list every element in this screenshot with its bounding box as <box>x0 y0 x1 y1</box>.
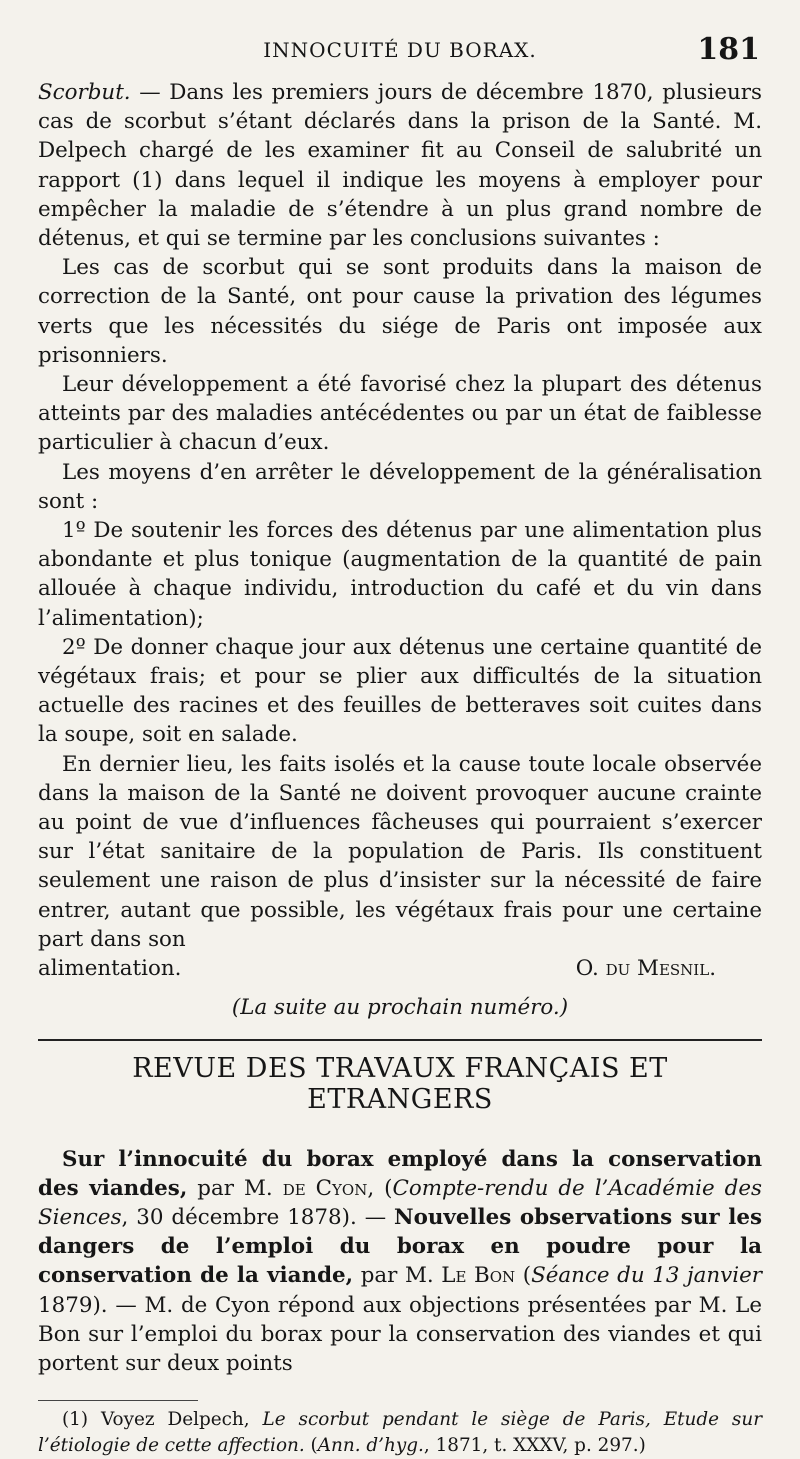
section-title: REVUE DES TRAVAUX FRANÇAIS ET ETRANGERS <box>132 1052 668 1115</box>
document-page <box>38 30 762 1459</box>
author-signature: O. du Mesnil. <box>575 956 716 982</box>
footnote: (1) Voyez Delpech, Le scorbut pendant le siège de Paris, Etude sur l’étiologie de cette affection. (Ann. d’hyg., 1871, t. XXXV, p. 297.) <box>38 1409 762 1457</box>
running-header <box>38 30 762 78</box>
signature-line <box>38 954 762 983</box>
author-name: de Cyon <box>282 1175 368 1201</box>
review-paragraph: Sur l’innocuité du borax employé dans la conservation des viandes, par M. de Cyon, (Compte-rendu de l’Académie des Siences, 30 décembre 1878). — Nouvelles observations sur les dangers de l’emploi du borax en poudre pour la conservation de la viande, par M. Le Bon (Séance du 13 janvier 1879). — M. de Cyon répond aux objections présentées par M. Le Bon sur l’emploi du borax pour la conservation des viandes et qui portent sur deux points <box>38 1146 762 1376</box>
conclusion-paragraph-1: Les cas de scorbut qui se sont produits dans la maison de correction de la Santé, ont pour cause la privation des légumes verts que les nécessités du siége de Paris ont imposée aux prisonniers. <box>38 255 762 368</box>
citation: Compte-rendu de l’Académie des Siences <box>38 1175 762 1230</box>
conclusion-paragraph-2: Leur développement a été favorisé chez la plupart des détenus atteints par des maladies antécédentes ou par un état de faiblesse particulier à chacun d’eux. <box>38 372 762 456</box>
section-label: Scorbut. <box>38 80 131 105</box>
footnote-divider <box>38 1400 198 1401</box>
paragraph-scorbut <box>38 78 762 253</box>
author-name: Le Bon <box>441 1263 516 1289</box>
running-title: INNOCUITÉ DU BORAX. <box>263 38 537 62</box>
citation: Séance du 13 janvier <box>531 1263 762 1289</box>
paragraph-text: — Dans les premiers jours de décembre 1870, plusieurs cas de scorbut s’étant déclarés dans la prison de la Santé. M. Delpech chargé de les examiner fit au Conseil de salubrité un rapport (1) dans lequel il indique les moyens à employer pour empêcher la maladie de s’étendre à un plus grand nombre de détenus, et qui se termine par les conclusions suivantes : <box>38 80 762 252</box>
conclusion-paragraph-3: Les moyens d’en arrêter le développement de la généralisation sont : <box>38 459 762 514</box>
continuation-note: (La suite au prochain numéro.) <box>231 995 569 1021</box>
conclusion-item-2: 2º De donner chaque jour aux détenus une certaine quantité de végétaux frais; et pour se plier aux difficultés de la situation actuelle des racines et des feuilles de betteraves soit cuites dans la soupe, soit en salade. <box>38 634 762 748</box>
final-word: alimentation. <box>38 956 182 982</box>
conclusion-paragraph-final: En dernier lieu, les faits isolés et la cause toute locale observée dans la maison de la Santé ne doivent provoquer aucune crainte au point de vue d’influences fâcheuses qui pourraient s’exercer sur l’état sanitaire de la population de Paris. Ils constituent seulement une raison de plus d’insister sur la nécessité de faire entrer, autant que possible, les végétaux frais pour une certaine part dans son <box>38 751 762 952</box>
page-number: 181 <box>697 32 760 67</box>
section-divider <box>38 1039 762 1041</box>
conclusion-item-1: 1º De soutenir les forces des détenus par une alimentation plus abondante et plus tonique (augmentation de la quantité de pain allouée à chaque individu, introduction du café et du vin dans l’alimentation); <box>38 518 762 631</box>
